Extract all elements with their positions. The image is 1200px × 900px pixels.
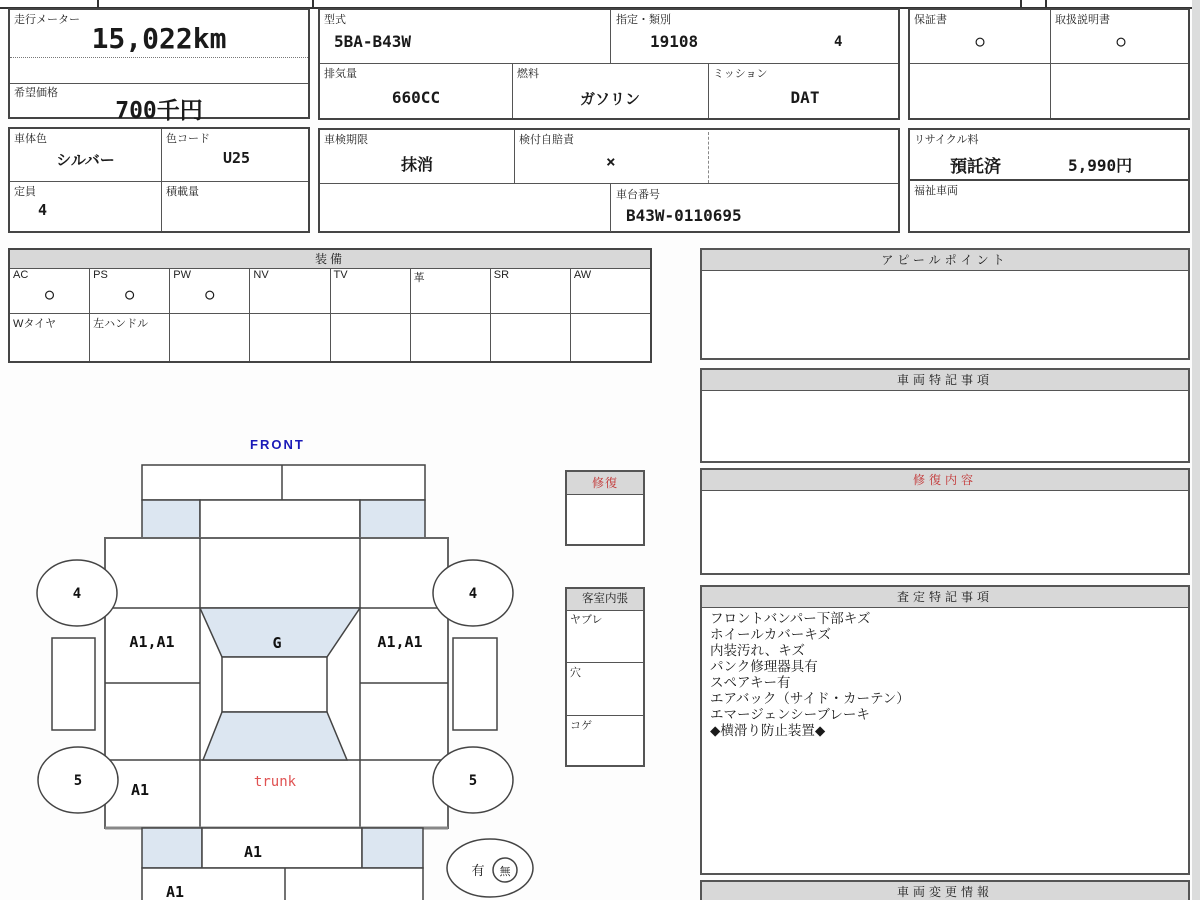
assessment-line: スペアキー有 [710, 675, 791, 690]
wheel-grade-rear-left: 5 [73, 773, 83, 789]
equipment-col-label: TV [333, 269, 348, 281]
special-notes-title: 車両特記事項 [702, 370, 1188, 391]
equipment-table [8, 248, 652, 363]
trunk-label: trunk [253, 774, 297, 790]
class-no-value2: 4 [834, 34, 843, 50]
model-code-label: 型式 [324, 14, 346, 26]
front-left-corner-shaded [142, 500, 200, 538]
manual-label: 取扱説明書 [1055, 14, 1110, 26]
transmission-label: ミッション [713, 68, 768, 80]
manual-value: ○ [1116, 32, 1126, 50]
roof-panel [222, 657, 327, 712]
interior-row-label: 穴 [570, 667, 581, 679]
inspection-box [318, 128, 900, 233]
page-edge [1192, 0, 1200, 900]
equipment-note: Wタイヤ [13, 318, 57, 330]
class-no-value: 19108 [650, 32, 699, 51]
transmission-value: DAT [790, 88, 820, 107]
divider [1050, 10, 1051, 118]
recycle-fee: 5,990円 [1068, 156, 1133, 175]
assessment-line: 内装汚れ、キズ [710, 643, 806, 658]
divider [610, 184, 611, 232]
equipment-col-sr [491, 269, 571, 361]
change-info-panel [700, 880, 1190, 900]
front-label: FRONT [250, 437, 305, 452]
equipment-col-aw [571, 269, 650, 361]
equipment-col-ac [10, 269, 90, 361]
rear-bumper-grade: A1 [165, 883, 185, 900]
divider [1020, 0, 1022, 7]
interior-box-title: 客室内張 [567, 589, 643, 611]
hatch-panel [202, 828, 362, 868]
car-diagram [0, 430, 560, 900]
hood-panel [200, 500, 360, 538]
recycle-status: 預託済 [950, 157, 1001, 177]
divider [97, 0, 99, 7]
equipment-note: 左ハンドル [93, 318, 149, 330]
model-box [318, 8, 900, 120]
divider [910, 63, 1188, 64]
divider [1045, 0, 1047, 7]
divider [514, 130, 515, 183]
divider [708, 132, 709, 183]
equipment-col-label: AW [573, 269, 592, 281]
odometer-value: 15,022km [91, 22, 227, 55]
divider [312, 0, 314, 7]
divider [610, 10, 611, 63]
assessment-line: エアバック（サイド・カーテン） [710, 691, 910, 706]
interior-row-label: ヤブレ [570, 614, 603, 626]
welfare-label: 福祉車両 [914, 185, 958, 197]
spare-present-label: 有 [471, 864, 485, 879]
appeal-title: アピールポイント [702, 250, 1188, 271]
repair-box [565, 470, 645, 546]
recycle-label: リサイクル料 [914, 134, 979, 146]
repair-box-title: 修復 [567, 472, 643, 495]
price-label: 希望価格 [14, 87, 58, 99]
odometer-price-box [8, 8, 310, 124]
capacity-value: 4 [38, 201, 48, 219]
spare-tire-indicator [447, 839, 533, 897]
repair-detail-panel [700, 468, 1190, 575]
chassis-no-value: B43W-0110695 [626, 206, 742, 225]
divider [10, 181, 308, 182]
assessment-line: エマージェンシーブレーキ [710, 707, 870, 722]
wheel-grade-front-left: 4 [72, 586, 82, 602]
hatch-grade: A1 [243, 843, 263, 861]
chassis-no-label: 車台番号 [616, 189, 660, 201]
capacity-label: 定員 [14, 186, 36, 198]
fuel-value: ガソリン [579, 90, 640, 108]
equipment-title: 装備 [10, 250, 650, 269]
assessment-line: ホイールカバーキズ [710, 627, 831, 642]
equipment-mark: ○ [45, 285, 55, 303]
assessment-title: 査定特記事項 [702, 587, 1188, 608]
right-side-strip [453, 638, 497, 730]
body-color-box [8, 127, 310, 233]
insurance-value: × [606, 152, 616, 171]
assessment-line: フロントバンパー下部キズ [710, 611, 871, 626]
interior-row-label: コゲ [570, 720, 592, 732]
insurance-label: 検付自賠責 [519, 134, 574, 146]
equipment-col-leather [411, 269, 491, 361]
equipment-mark: ○ [125, 285, 135, 303]
inspection-value: 抹消 [400, 155, 433, 174]
divider [10, 57, 308, 58]
interior-row-tear [567, 610, 643, 663]
equipment-col-tv [331, 269, 411, 361]
wheel-grade-front-right: 4 [468, 586, 478, 602]
inspection-label: 車検期限 [324, 134, 368, 146]
recycle-box [908, 128, 1190, 181]
welfare-box [908, 179, 1190, 233]
equipment-col-ps [90, 269, 170, 361]
rear-left-corner-shaded [142, 828, 202, 868]
displacement-label: 排気量 [324, 68, 357, 80]
left-panel-grade: A1,A1 [129, 633, 175, 651]
divider [161, 129, 162, 231]
body-color-label: 車体色 [14, 133, 47, 145]
assessment-panel [700, 585, 1190, 875]
color-code-value: U25 [222, 149, 251, 167]
price-value: 700千円 [115, 98, 203, 124]
left-side-strip [52, 638, 95, 730]
displacement-value: 660CC [391, 88, 441, 107]
front-right-corner-shaded [360, 500, 425, 538]
class-no-label: 指定・類別 [616, 14, 671, 26]
load-label: 積載量 [166, 186, 199, 198]
right-panel-grade: A1,A1 [377, 633, 423, 651]
windshield-grade: G [272, 634, 282, 652]
rear-right-corner-shaded [362, 828, 423, 868]
fuel-label: 燃料 [517, 68, 539, 80]
wheel-grade-rear-right: 5 [468, 773, 478, 789]
equipment-mark: ○ [205, 285, 215, 303]
equipment-col-label: 革 [413, 272, 425, 284]
equipment-col-nv [250, 269, 330, 361]
equipment-col-label: PS [93, 269, 108, 281]
change-info-title: 車両変更情報 [702, 882, 1188, 900]
rear-window-shaded [203, 712, 347, 760]
warranty-value: ○ [975, 32, 985, 50]
interior-row-hole [567, 663, 643, 716]
interior-box [565, 587, 645, 767]
divider [320, 63, 898, 64]
front-bumper [142, 465, 425, 500]
equipment-col-label: PW [173, 269, 191, 281]
odometer-label: 走行メーター [14, 14, 80, 26]
equipment-col-label: NV [253, 269, 269, 281]
interior-row-burn [567, 716, 643, 765]
repair-detail-title: 修復内容 [702, 470, 1188, 491]
spare-absent-label: 無 [499, 865, 511, 878]
assessment-line: ◆横滑り防止装置◆ [710, 723, 826, 738]
warranty-label: 保証書 [914, 14, 947, 26]
equipment-col-label: AC [13, 269, 29, 281]
model-code-value: 5BA-B43W [334, 32, 412, 51]
divider [320, 183, 898, 184]
body-color-value: シルバー [56, 151, 115, 169]
equipment-col-label: SR [493, 269, 510, 281]
special-notes-panel [700, 368, 1190, 463]
rear-bumper [142, 868, 423, 900]
assessment-lines [710, 611, 910, 739]
assessment-line: パンク修理器具有 [710, 659, 818, 674]
rear-left-panel-grade: A1 [130, 781, 150, 799]
appeal-panel [700, 248, 1190, 360]
documents-box [908, 8, 1190, 120]
color-code-label: 色コード [166, 133, 210, 145]
equipment-col-pw [170, 269, 250, 361]
